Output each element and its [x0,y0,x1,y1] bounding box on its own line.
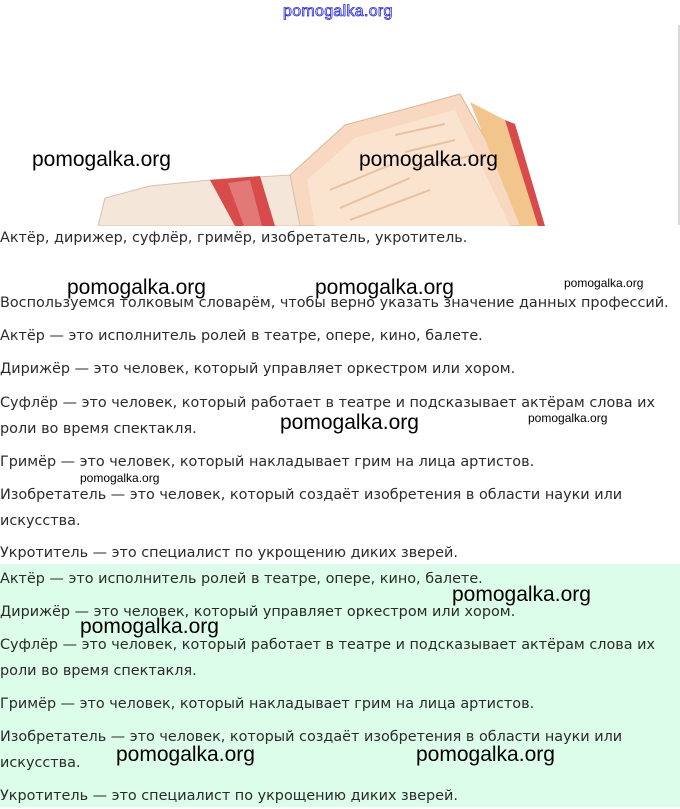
watermark: pomogalka.org [528,411,608,425]
watermark: pomogalka.org [359,148,498,171]
watermark: pomogalka.org [564,276,644,290]
definition-paragraph: Укротитель — это специалист по укрощению диких зверей. [0,545,458,561]
definition-paragraph: Актёр — это исполнитель ролей в театре, опере, кино, балете. [0,328,483,344]
answer-paragraph: Гримёр — это человек, который накладывает грим на лица артистов. [0,696,535,712]
answer-paragraph: Дирижёр — это человек, который управляет оркестром или хором. [0,604,516,620]
watermark: pomogalka.org [80,615,219,638]
answer-paragraph: Укротитель — это специалист по укрощению диких зверей. [0,788,458,804]
watermark: pomogalka.org [32,148,171,171]
watermark: pomogalka.org [116,743,255,766]
watermark: pomogalka.org [315,276,454,299]
task-words: Актёр, дирижер, суфлёр, гримёр, изобретатель, укротитель. [0,230,468,246]
definition-paragraph: Дирижёр — это человек, который управляет оркестром или хором. [0,361,516,377]
definition-paragraph: Суфлёр — это человек, который работает в театре и подсказывает актёрам слова их роли во время спектакля. [0,395,656,437]
definition-paragraph: Изобретатель — это человек, который создаёт изобретения в области науки или искусства. [0,487,623,529]
watermark: pomogalka.org [416,743,555,766]
task-intro: Воспользуемся толковым словарём, чтобы верно указать значение данных профессий. [0,295,669,311]
watermark: pomogalka.org [280,411,419,434]
answer-paragraph: Актёр — это исполнитель ролей в театре, опере, кино, балете. [0,571,483,587]
site-watermark-header: pomogalka.org [283,3,393,20]
answer-paragraph: Изобретатель — это человек, который создаёт изобретения в области науки или искусства. [0,729,623,771]
definition-paragraph: Гримёр — это человек, который накладывает грим на лица артистов. [0,454,535,470]
watermark: pomogalka.org [452,583,591,606]
answer-paragraph: Суфлёр — это человек, который работает в театре и подсказывает актёрам слова их роли во время спектакля. [0,637,656,679]
watermark: pomogalka.org [67,276,206,299]
watermark: pomogalka.org [80,471,160,485]
